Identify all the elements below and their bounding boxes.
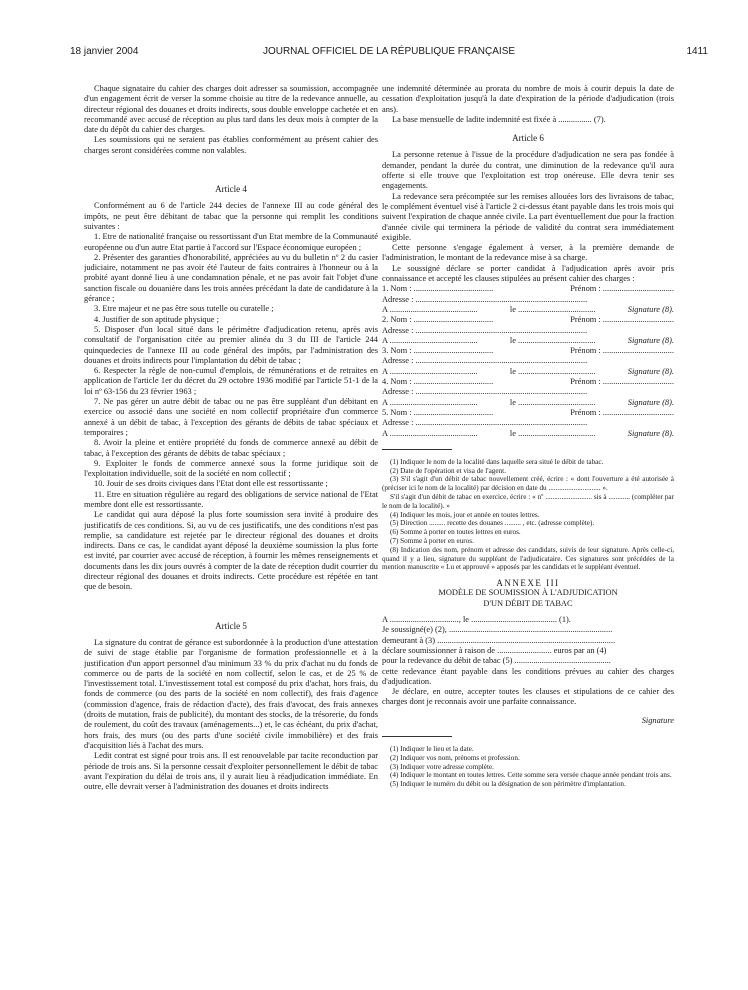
annexe-subtitle-line: MODÈLE DE SOUMISSION À L'ADJUDICATION	[438, 588, 618, 598]
signer-firstname: Prénom : ..................................	[570, 284, 674, 294]
condition-item: 4. Justifier de son aptitude physique ;	[94, 314, 219, 324]
footnote: (7) Somme à porter en euros.	[390, 536, 474, 545]
condition-item: 6. Respecter la règle de non-cumul d'emplois, de rémunérations et de retraites en application de l'article 1er du décret du 29 octobre 1936 modifié par l'article 51-1 de la loi nº 63-156 du 23 février 1963 ;	[84, 366, 378, 396]
intro-paragraph: Les soumissions qui ne seraient pas établies conformément au présent cahier des charges seront considérées comme non valables.	[84, 135, 378, 155]
footnote: (5) Direction ......... recette des douanes ......... , etc. (adresse complète).	[390, 519, 595, 528]
signer-address: Adresse : ..................................................................................	[382, 418, 588, 428]
signer-date: le .....................................	[509, 335, 596, 345]
article-6-paragraph: La redevance sera précomptée sur les remises allouées lors des livraisons de tabac, le complément éventuel visé à l'article 2 ci-dessus étant payable dans les trois mois qui suivent l'expiration de chaque année civile. La part éventuellement due pour la fraction d'année civile qui terminera la période de validité du contrat sera immédiatement exigible.	[382, 191, 674, 242]
condition-item: 10. Jouir de ses droits civiques dans l'Etat dont elle est ressortissante ;	[94, 479, 328, 489]
condition-item: 7. Ne pas gérer un autre débit de tabac ou ne pas être suppléant d'un débitant en exercice ou associé dans une société en nom collectif propriétaire d'un commerce annexé à un débit de tabac, à l'exception des gérants de débits de tabac spéciaux et temporaires ;	[84, 397, 378, 437]
signer-name: 3. Nom : ......................................	[382, 346, 494, 356]
article-6-paragraph: La personne retenue à l'issue de la procédure d'adjudication ne sera pas fondée à demander, pendant la durée du contrat, une diminution de la redevance qu'il aura offerte si elle trouve que l'exploitation est trop onéreuse. Elle devra tenir ses engagements.	[382, 150, 674, 191]
signer-address: Adresse : ..................................................................................	[382, 294, 588, 304]
signer-name: 2. Nom : ......................................	[382, 315, 494, 325]
signer-date: le .....................................	[509, 304, 596, 314]
page-header	[70, 46, 708, 62]
condition-item: 9. Exploiter le fonds de commerce annexé sous la forme juridique soit de l'exploitation individuelle, soit de la société en nom collectif ;	[84, 458, 378, 479]
signer-name: 4. Nom : ......................................	[382, 377, 494, 387]
article-5-paragraph: Ledit contrat est signé pour trois ans. Il est renouvelable par tacite reconduction par période de trois ans. Si la personne cessait d'exploiter personnellement le débit de tabac avant l'expiration du délai de trois ans, il y aurait lieu à réadjudication immédiate. En outre, elle devrait verser à l'administration des douanes et droits indirects	[84, 751, 378, 792]
form-line: demeurant à (3) .....................................................................................	[382, 635, 616, 645]
annexe-title: ANNEXE III	[496, 578, 560, 589]
form-line: Je soussigné(e) (2), ..............................................................................	[382, 625, 613, 635]
footnote-divider	[382, 736, 452, 737]
signer-date: le .....................................	[509, 366, 596, 376]
signer-signature: Signature (8).	[627, 335, 674, 345]
footnote: (5) Indiquer le numéro du débit ou la désignation de son périmètre d'implantation.	[390, 780, 626, 789]
signer-address: Adresse : ..................................................................................	[382, 325, 588, 335]
signer-block	[382, 284, 674, 315]
footnote: (4) Indiquer les mois, jour et année en toutes lettres.	[390, 510, 540, 519]
annexe-subtitle	[382, 588, 674, 609]
condition-item: 5. Disposer d'un local situé dans le périmètre d'adjudication retenu, après avis consultatif de l'organisation citée au premier alinéa du 3 du III de l'article 244 quinquedecies de l'annexe III au code général des impôts, par l'administration des douanes et droits indirects pour l'implantation du débit de tabac ;	[84, 324, 378, 365]
footnote: (3) S'il s'agit d'un débit de tabac nouvellement créé, écrire : « dont l'ouverture a été autorisée à (préciser ici le nom de la localité) par décision en date du ............................. ».	[382, 475, 674, 493]
footnote: (4) Indiquer le montant en toutes lettres. Cette somme sera versée chaque année pendant trois ans.	[390, 771, 672, 780]
signer-place: A ..........................................	[382, 428, 478, 438]
condition-item: 1. Etre de nationalité française ou ressortissant d'un Etat membre de la Communauté européenne ou d'un autre Etat partie à l'accord sur l'Espace économique européen ;	[84, 232, 378, 252]
article-4-closing: Le candidat qui aura déposé la plus forte soumission sera invité à produire des justificatifs de ces conditions. Si, au vu de ces justificatifs, une des conditions n'est pas remplie, sa candidature est rejetée par le directeur régional des douanes et droits indirects. Dans ce cas, le candidat ayant déposé la deuxième soumission la plus forte est invité, par courrier avec accusé de réception, à fournir les mêmes renseignements et documents dans les dix jours ouvrés à compter de la date de réception dudit courrier du directeur régional des douanes et droits indirects. Cette procédure est répétée en tant que de besoin.	[84, 510, 378, 592]
form-line: A ................................., le ......................................... (1).	[382, 615, 571, 625]
header-page-number: 1411	[686, 46, 708, 57]
condition-item: 11. Etre en situation régulière au regard des obligations de service national de l'Etat membre dont elle est ressortissante.	[84, 489, 378, 509]
signer-block	[382, 315, 674, 346]
article-5-paragraph: La signature du contrat de gérance est subordonnée à la production d'une attestation de suivi de stage établie par l'organisme de formation professionnelle et à la justification d'un apport personnel d'au minimum 33 % du prix d'achat nu du fonds de commerce ou de parts de la société en nom collectif, selon le cas, et de 25 % de l'investissement total. L'investissement total est composé du prix d'achat, hors frais, du fonds de commerce (ou des parts de la société en nom collectif), des frais d'agence (commission d'agence, frais de rédaction d'acte), des frais d'avocat, des frais annexes (droits de mutation, frais de publicité), du montant des stocks, de la trésorerie, du fonds de roulement, du coût des travaux (aménagements...) et, le cas échéant, du prix d'achat, hors frais, des murs (ou des parts d'une société civile immobilière) et des frais d'acquisition liés à l'achat des murs.	[84, 637, 378, 750]
signer-firstname: Prénom : ..................................	[570, 315, 674, 325]
footnote: (1) Indiquer le nom de la localité dans laquelle sera situé le débit de tabac.	[390, 457, 604, 466]
signer-date: le .....................................	[509, 397, 596, 407]
signer-place: A ..........................................	[382, 335, 478, 345]
signer-firstname: Prénom : ..................................	[570, 346, 674, 356]
signer-address: Adresse : ..................................................................................	[382, 356, 588, 366]
signer-signature: Signature (8).	[627, 428, 674, 438]
condition-item: 2. Présenter des garanties d'honorabilité, appréciées au vu du bulletin nº 2 du casier judiciaire, notamment ne pas avoir été l'auteur de faits contraires à l'honneur ou à la probité ayant donné lieu à une condamnation pénale, et ne pas avoir fait l'objet d'une sanction fiscale ou douanière dans les trois années précédant la date de candidature à la gérance ;	[84, 252, 378, 304]
footnote-divider	[382, 449, 452, 450]
signer-place: A ..........................................	[382, 397, 478, 407]
footnote: (3) Indiquer votre adresse complète.	[390, 762, 494, 771]
article-6-heading: Article 6	[512, 133, 544, 144]
article-6-paragraph: Cette personne s'engage également à verser, à la première demande de l'administration, le montant de la redevance mise à sa charge.	[382, 243, 674, 263]
left-column	[84, 84, 378, 982]
header-title: JOURNAL OFFICIEL DE LA RÉPUBLIQUE FRANÇAISE	[262, 46, 516, 57]
signer-place: A ..........................................	[382, 304, 478, 314]
footnote: (2) Date de l'opération et visa de l'agent.	[390, 466, 506, 475]
footnote: (6) Somme à porter en toutes lettres en euros.	[390, 528, 521, 537]
footnote: (1) Indiquer le lieu et la date.	[390, 745, 474, 754]
condition-item: 3. Etre majeur et ne pas être sous tutelle ou curatelle ;	[94, 304, 274, 314]
signer-block	[382, 408, 674, 439]
signer-name: 5. Nom : ......................................	[382, 407, 494, 417]
base-mensuelle: La base mensuelle de ladite indemnité est fixée à ................ (7).	[392, 114, 606, 124]
annexe-subtitle-line: D'UN DÉBIT DE TABAC	[483, 598, 573, 608]
footnote: (8) Indication des nom, prénom et adresse des candidats, suivis de leur signature. Après celle-ci, quand il y a lieu, signature du suppléant de l'adjudicataire. Ces signatures sont précédées de la mention manuscrite « Lu et approuvé » apposés par les candidats et le suppléant éventuel.	[382, 545, 674, 572]
article-5-heading: Article 5	[215, 620, 247, 631]
footnote: (2) Indiquer vos nom, prénoms et profession.	[390, 753, 520, 762]
form-paragraph: Je déclare, en outre, accepter toutes les clauses et stipulations de ce cahier des charges dont je reconnais avoir une parfaite connaissance.	[382, 687, 674, 707]
signer-place: A ..........................................	[382, 366, 478, 376]
article-4-intro: Conformément au 6 de l'article 244 decies de l'annexe III au code général des impôts, ne peut être débitant de tabac que la personne qui remplit les conditions suivantes :	[84, 201, 378, 231]
signer-firstname: Prénom : ..................................	[570, 407, 674, 417]
article-4-heading: Article 4	[215, 184, 247, 195]
signer-block	[382, 377, 674, 408]
signer-address: Adresse : ..................................................................................	[382, 387, 588, 397]
right-column	[382, 84, 674, 982]
article-6-paragraph: Le soussigné déclare se porter candidat à l'adjudication après avoir pris connaissance et accepté les clauses stipulées au présent cahier des charges :	[382, 263, 674, 284]
footnote: S'il s'agit d'un débit de tabac en exercice, écrire : « nº .......................... sis à ............ (compléter par le nom de la localité). »	[382, 492, 674, 510]
condition-item: 8. Avoir la pleine et entière propriété du fonds de commerce annexé au débit de tabac, à l'exception des gérants de débits de tabac spéciaux ;	[84, 438, 378, 458]
intro-paragraph: Chaque signataire du cahier des charges doit adresser sa soumission, accompagnée d'un engagement écrit de verser la somme choisie au titre de la redevance annuelle, au directeur régional des douanes et droits indirects, sous double enveloppe cachetée et en recommandé avec accusé de réception au plus tard dans les deux mois à compter de la date du dépôt du cahier des charges.	[84, 84, 378, 135]
signer-name: 1. Nom : ......................................	[382, 284, 494, 294]
header-date: 18 janvier 2004	[70, 46, 139, 57]
form-paragraph: cette redevance étant payable dans les conditions prévues au cahier des charges d'adjudication.	[382, 666, 674, 686]
signer-signature: Signature (8).	[627, 397, 674, 407]
signer-firstname: Prénom : ..................................	[570, 377, 674, 387]
continuation-paragraph: une indemnité déterminée au prorata du nombre de mois à courir depuis la date de cessation d'exploitation jusqu'à la date d'expiration de la période d'adjudication (trois ans).	[382, 84, 674, 114]
signer-block	[382, 346, 674, 377]
signer-signature: Signature (8).	[627, 304, 674, 314]
signer-date: le .....................................	[509, 428, 596, 438]
signer-signature: Signature (8).	[627, 366, 674, 376]
form-signature-label: Signature	[641, 715, 674, 725]
form-line: pour la redevance du débit de tabac (5) ..............................................	[382, 656, 611, 666]
form-line: déclare soumissionner à raison de .......................... euros par an (4)	[382, 645, 607, 655]
